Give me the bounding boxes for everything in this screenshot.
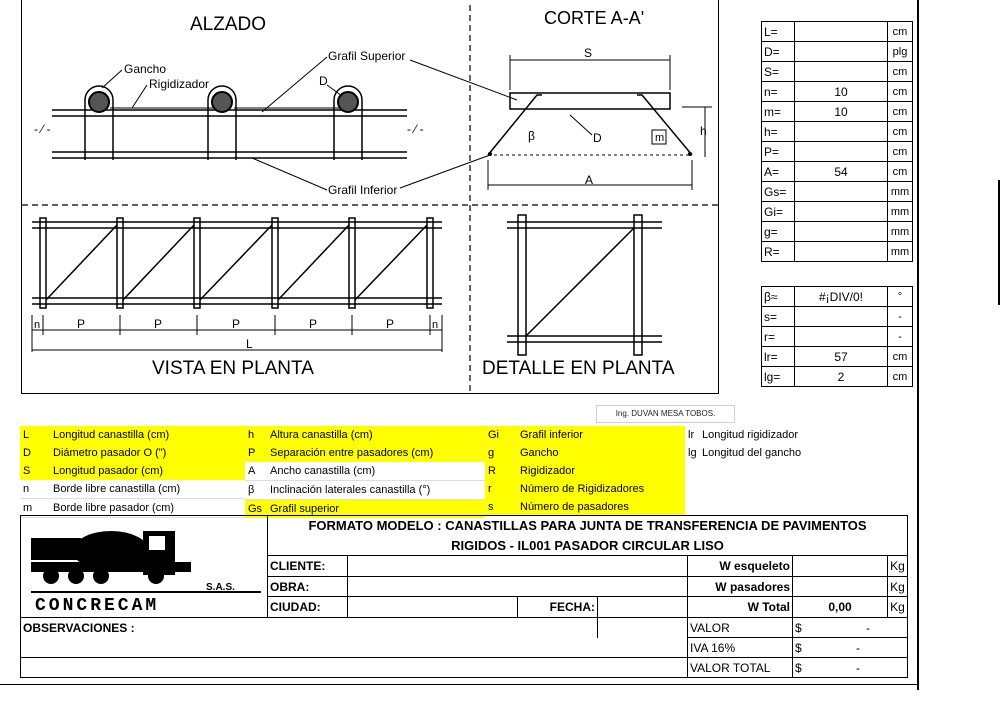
w-total-label: W Total: [688, 597, 793, 618]
param-label: R=: [762, 242, 795, 262]
param-value[interactable]: [795, 122, 888, 142]
legend-symbol: n: [23, 483, 30, 495]
beta-label: β: [528, 129, 535, 143]
param-label: n=: [762, 82, 795, 102]
legend-symbol: R: [488, 465, 496, 477]
param-unit: cm: [888, 22, 913, 42]
l-label: L: [246, 337, 253, 351]
param-unit: mm: [888, 202, 913, 222]
alzado-title: ALZADO: [190, 14, 267, 35]
param-unit: cm: [888, 347, 913, 367]
p-label-3: P: [232, 317, 241, 331]
param-unit: °: [888, 287, 913, 307]
param-row: [762, 42, 913, 62]
n-left-label: n: [34, 319, 41, 331]
param-unit: mm: [888, 222, 913, 242]
ciudad-label: CIUDAD:: [268, 597, 348, 618]
param-row: [762, 287, 913, 307]
params-table: [761, 21, 913, 262]
h-label: h: [700, 124, 707, 138]
legend-text: Borde libre canastilla (cm): [53, 483, 181, 495]
legend-item: [245, 481, 485, 500]
legend-item: [20, 444, 245, 462]
param-row: [762, 327, 913, 347]
observaciones-input[interactable]: [598, 618, 688, 638]
legend-item: [20, 480, 245, 499]
legend-symbol: g: [488, 447, 495, 459]
param-unit: cm: [888, 367, 913, 387]
legend-text: Separación entre pasadores (cm): [270, 447, 434, 459]
param-label: h=: [762, 122, 795, 142]
param-label: D=: [762, 42, 795, 62]
observaciones-label: OBSERVACIONES :: [21, 618, 598, 638]
param-value[interactable]: [795, 42, 888, 62]
m-label: m: [655, 132, 665, 144]
legend-symbol: β: [248, 484, 255, 496]
ciudad-input[interactable]: [348, 597, 518, 618]
currency-1: $: [795, 620, 802, 635]
legend-symbol: lg: [688, 447, 697, 459]
param-unit: mm: [888, 182, 913, 202]
legend-symbol: lr: [688, 429, 695, 441]
param-unit: plg: [888, 42, 913, 62]
param-label: Gs=: [762, 182, 795, 202]
corte-section: [488, 46, 712, 190]
legend-symbol: h: [248, 429, 255, 441]
param-value[interactable]: [795, 142, 888, 162]
param-row: [762, 122, 913, 142]
legend-symbol: r: [488, 483, 492, 495]
legend-item: [485, 498, 685, 516]
p-label-1: P: [77, 317, 86, 331]
param-row: [762, 222, 913, 242]
legend-symbol: Gi: [488, 429, 499, 441]
param-row: [762, 102, 913, 122]
param-value[interactable]: [795, 22, 888, 42]
kg-1: Kg: [888, 556, 908, 577]
legend-symbol: s: [488, 501, 494, 513]
gancho-label: Gancho: [124, 62, 167, 76]
param-unit: cm: [888, 82, 913, 102]
param-unit: cm: [888, 102, 913, 122]
param-label: L=: [762, 22, 795, 42]
param-row: [762, 182, 913, 202]
currency-3: $: [795, 660, 802, 675]
legend-text: Longitud pasador (cm): [53, 465, 164, 477]
param-value[interactable]: #¡DIV/0!: [795, 287, 888, 307]
param-value[interactable]: 57: [795, 347, 888, 367]
fecha-label: FECHA:: [518, 597, 598, 618]
legend-text: Longitud canastilla (cm): [53, 429, 170, 441]
order-form: [20, 515, 908, 678]
cliente-label: CLIENTE:: [268, 556, 348, 577]
param-row: [762, 242, 913, 262]
alzado-elevation: [34, 49, 517, 197]
legend-text: Inclinación laterales canastilla (°): [270, 484, 431, 496]
legend-text: Altura canastilla (cm): [270, 429, 373, 441]
legend-item: [685, 426, 885, 444]
param-row: [762, 142, 913, 162]
param-row: [762, 162, 913, 182]
concrecam-logo: [21, 516, 267, 614]
legend-item: [20, 426, 245, 444]
kg-3: Kg: [888, 597, 908, 618]
detalle-planta: [507, 215, 662, 355]
param-unit: -: [888, 307, 913, 327]
param-label: r=: [762, 327, 795, 347]
param-unit: cm: [888, 142, 913, 162]
legend-text: Borde libre pasador (cm): [53, 502, 175, 514]
legend-text: Longitud rigidizador: [702, 429, 799, 441]
valor-dash: -: [866, 620, 870, 635]
corte-title: CORTE A-A': [544, 8, 645, 28]
param-label: Gi=: [762, 202, 795, 222]
param-row: [762, 307, 913, 327]
param-row: [762, 202, 913, 222]
p-label-2: P: [154, 317, 163, 331]
legend-text: Longitud del gancho: [702, 447, 802, 459]
logo-name: CONCRECAM: [35, 596, 160, 614]
param-value[interactable]: 10: [795, 102, 888, 122]
param-label: m=: [762, 102, 795, 122]
param-value[interactable]: [795, 222, 888, 242]
signature: Ing. DUVAN MESA TOBOS.: [596, 405, 735, 423]
obra-label: OBRA:: [268, 576, 348, 597]
param-unit: mm: [888, 242, 913, 262]
corte-d-label: D: [593, 131, 602, 145]
param-row: [762, 347, 913, 367]
param-label: s=: [762, 307, 795, 327]
valor-value: [793, 618, 908, 638]
legend-item: [20, 462, 245, 480]
page-bottom-line: [0, 684, 919, 685]
fecha-input[interactable]: [598, 597, 688, 618]
form-title-1: FORMATO MODELO : CANASTILLAS PARA JUNTA DE TRANSFERENCIA DE PAVIMENTOS: [268, 516, 908, 536]
observaciones-line-3[interactable]: [21, 658, 688, 678]
w-pasadores-value[interactable]: [793, 576, 888, 597]
legend-text: Gancho: [520, 447, 559, 459]
vista-planta: [32, 218, 442, 352]
currency-2: $: [795, 640, 802, 655]
param-value[interactable]: [795, 242, 888, 262]
legend-item: [245, 426, 485, 444]
param-row: [762, 82, 913, 102]
param-value[interactable]: 2: [795, 367, 888, 387]
p-label-5: P: [386, 317, 395, 331]
param-label: lg=: [762, 367, 795, 387]
param-value[interactable]: [795, 202, 888, 222]
cliente-input[interactable]: [348, 556, 688, 577]
param-value[interactable]: [795, 182, 888, 202]
legend-text: Ancho canastilla (cm): [270, 465, 376, 477]
param-label: β≈: [762, 287, 795, 307]
legend-symbol: D: [23, 447, 31, 459]
valor-total-value: [793, 658, 908, 678]
param-unit: -: [888, 327, 913, 347]
vista-title: VISTA EN PLANTA: [152, 358, 314, 379]
param-label: lr=: [762, 347, 795, 367]
param-row: [762, 22, 913, 42]
param-value[interactable]: 10: [795, 82, 888, 102]
legend-text: Diámetro pasador O ("): [53, 447, 167, 459]
obra-input[interactable]: [348, 576, 688, 597]
legend-item: [685, 444, 885, 462]
logo-cell: [21, 516, 268, 618]
n-right-label: n: [432, 319, 439, 331]
param-row: [762, 367, 913, 387]
d-label: D: [319, 74, 328, 88]
legend-text: Número de pasadores: [520, 501, 629, 513]
scroll-mark: [998, 180, 1000, 305]
valor-label: VALOR: [688, 618, 793, 638]
legend-text: Número de Rigidizadores: [520, 483, 645, 495]
legend-item: [245, 462, 485, 481]
iva-dash: -: [856, 640, 860, 655]
valor-total-label: VALOR TOTAL: [688, 658, 793, 678]
legend-item: [485, 462, 685, 480]
param-value[interactable]: [795, 62, 888, 82]
iva-value: [793, 638, 908, 658]
param-label: A=: [762, 162, 795, 182]
technical-drawing: [21, 0, 719, 394]
param-value[interactable]: [795, 307, 888, 327]
detalle-title: DETALLE EN PLANTA: [482, 358, 675, 379]
valor-total-dash: -: [856, 660, 860, 675]
a-label: A: [585, 173, 594, 187]
params-table-2: [761, 286, 913, 387]
logo-sas: S.A.S.: [206, 582, 235, 593]
param-label: g=: [762, 222, 795, 242]
param-unit: cm: [888, 122, 913, 142]
param-unit: cm: [888, 162, 913, 182]
svg-text:- ⁄ -: - ⁄ -: [34, 122, 51, 136]
param-value[interactable]: [795, 327, 888, 347]
param-unit: cm: [888, 62, 913, 82]
legend-symbol: Gs: [248, 503, 263, 515]
observaciones-line-2[interactable]: [21, 638, 688, 658]
kg-2: Kg: [888, 576, 908, 597]
w-pasadores-label: W pasadores: [688, 576, 793, 597]
rigidizador-label: Rigidizador: [149, 77, 210, 91]
w-total-value: 0,00: [793, 597, 888, 618]
w-esqueleto-label: W esqueleto: [688, 556, 793, 577]
legend-symbol: A: [248, 465, 256, 477]
legend-item: [485, 444, 685, 462]
legend-item: [485, 426, 685, 444]
param-row: [762, 62, 913, 82]
legend-text: Rigidizador: [520, 465, 576, 477]
form-title-2: RIGIDOS - IL001 PASADOR CIRCULAR LISO: [268, 536, 908, 556]
legend-symbol: L: [23, 429, 30, 441]
legend-item: [245, 444, 485, 462]
legend-text: Grafil superior: [270, 503, 340, 515]
param-label: S=: [762, 62, 795, 82]
legend-symbol: S: [23, 465, 31, 477]
w-esqueleto-value[interactable]: [793, 556, 888, 577]
param-label: P=: [762, 142, 795, 162]
iva-label: IVA 16%: [688, 638, 793, 658]
svg-text:- ⁄ -: - ⁄ -: [407, 122, 424, 136]
legend-item: [485, 480, 685, 498]
page-edge: [917, 0, 919, 690]
p-label-4: P: [309, 317, 318, 331]
grafil-inferior-label: Grafil Inferior: [328, 183, 398, 197]
legend-symbol: P: [248, 447, 256, 459]
grafil-superior-label: Grafil Superior: [328, 49, 406, 63]
legend-text: Grafil inferior: [520, 429, 583, 441]
drawing-svg: [22, 0, 718, 393]
param-value[interactable]: 54: [795, 162, 888, 182]
legend-symbol: m: [23, 502, 33, 514]
s-label: S: [584, 46, 593, 60]
